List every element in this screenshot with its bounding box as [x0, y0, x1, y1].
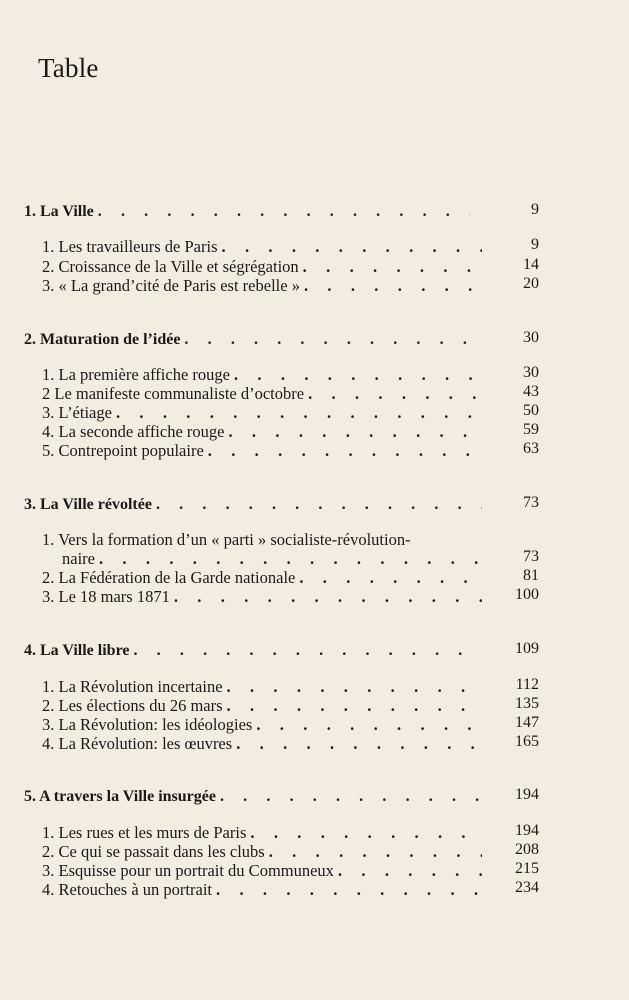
- page-number: 112: [515, 676, 539, 693]
- section-entry[interactable]: [42, 440, 488, 462]
- chapter-title: 5. A travers la Ville insurgée: [24, 788, 216, 805]
- section-title: 3. « La grand’cité de Paris est rebelle »: [42, 276, 300, 295]
- section-entry[interactable]: [42, 879, 488, 901]
- leader-dots: [220, 786, 482, 808]
- page-number: 63: [523, 440, 539, 457]
- page-number: 165: [515, 733, 539, 750]
- chapter-title: 4. La Ville libre: [24, 642, 130, 659]
- page-number: 234: [515, 879, 539, 896]
- chapter-title: 2. Maturation de l’idée: [24, 331, 181, 348]
- leader-dots: [216, 879, 482, 901]
- section-title: 2. Croissance de la Ville et ségrégation: [42, 257, 299, 276]
- page-number: 9: [531, 201, 539, 218]
- section-title: 3. L’étiage: [42, 403, 112, 422]
- leader-dots: [184, 329, 482, 351]
- leader-dots: [236, 733, 482, 755]
- section-title: 2 Le manifeste communaliste d’octobre: [42, 384, 305, 403]
- section-title: 5. Contrepoint populaire: [42, 441, 204, 460]
- chapter-title: 3. La Ville révoltée: [24, 496, 152, 513]
- section-title: 1. La première affiche rouge: [42, 365, 230, 384]
- section-title: 3. Le 18 mars 1871: [42, 587, 170, 606]
- section-title: 2. Ce qui se passait dans les clubs: [42, 842, 265, 861]
- page-number: 194: [515, 786, 539, 803]
- leader-dots: [98, 201, 470, 223]
- page-number: 73: [523, 548, 539, 565]
- section-title: 4. La seconde affiche rouge: [42, 422, 225, 441]
- page-number: 147: [515, 714, 539, 731]
- page-number: 30: [523, 364, 539, 381]
- section-title: 4. Retouches à un portrait: [42, 880, 212, 899]
- section-entry[interactable]: [42, 586, 488, 608]
- section-title: 4. La Révolution: les œuvres: [42, 734, 233, 753]
- chapter-2-entry[interactable]: [24, 329, 488, 351]
- page-number: 194: [515, 822, 539, 839]
- section-title: 1. Les travailleurs de Paris: [42, 237, 218, 256]
- page-number: 81: [523, 567, 539, 584]
- page-title: Table: [38, 53, 99, 83]
- leader-dots: [133, 640, 482, 662]
- page-number: 215: [515, 860, 539, 877]
- section-title: 1. Les rues et les murs de Paris: [42, 823, 247, 842]
- page-number: 9: [531, 236, 539, 253]
- leader-dots: [174, 586, 482, 608]
- section-entry[interactable]: [42, 275, 488, 297]
- leader-dots: [222, 236, 483, 258]
- leader-dots: [156, 494, 482, 516]
- leader-dots: [304, 275, 482, 297]
- leader-dots: [208, 440, 482, 462]
- chapter-4-entry[interactable]: [24, 640, 488, 662]
- page-number: 14: [523, 256, 539, 273]
- section-title: 3. La Révolution: les idéologies: [42, 715, 253, 734]
- page-number: 43: [523, 383, 539, 400]
- chapter-3-entry[interactable]: [24, 494, 488, 516]
- page-number: 50: [523, 402, 539, 419]
- section-title: 3. Esquisse pour un portrait du Communeux: [42, 861, 334, 880]
- page-number: 59: [523, 421, 539, 438]
- page-number: 208: [515, 841, 539, 858]
- section-title: 2. Les élections du 26 mars: [42, 696, 223, 715]
- page-number: 100: [515, 586, 539, 603]
- page-number: 135: [515, 695, 539, 712]
- section-entry[interactable]: [42, 733, 488, 755]
- page-number: 109: [515, 640, 539, 657]
- chapter-title: 1. La Ville: [24, 203, 94, 220]
- chapter-5-entry[interactable]: [24, 786, 488, 808]
- page-number: 20: [523, 275, 539, 292]
- section-entry[interactable]: [42, 236, 488, 258]
- chapter-1-entry[interactable]: [24, 201, 476, 223]
- page-number: 30: [523, 329, 539, 346]
- section-title: 1. Vers la formation d’un « parti » socialiste-révolution-: [42, 530, 411, 549]
- section-title: 1. La Révolution incertaine: [42, 677, 223, 696]
- section-title: 2. La Fédération de la Garde nationale: [42, 568, 296, 587]
- page-number: 73: [523, 494, 539, 511]
- section-title-continuation: naire: [62, 549, 95, 568]
